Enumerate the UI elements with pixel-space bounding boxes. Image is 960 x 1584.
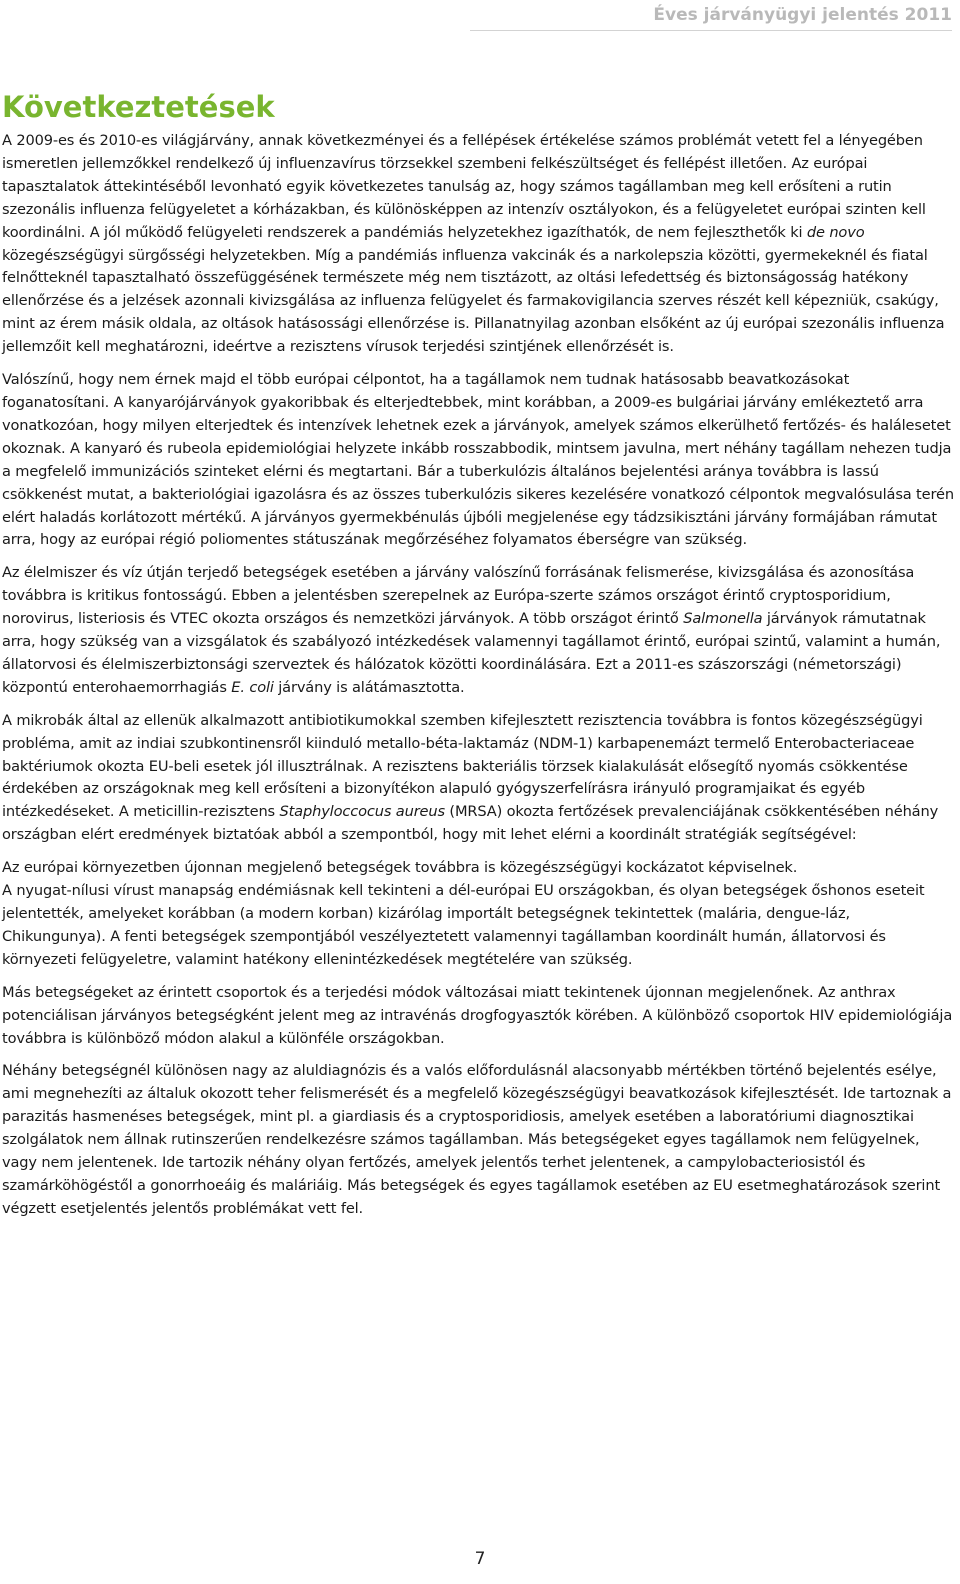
paragraph-text: Az élelmiszer és víz útján terjedő betegségek esetében a járvány valószínű forrásának felismerése, kivizsgálása és azonosítása továbbra is kritikus fontosságú. Ebben a jelentésben szerepelnek az Európa-szerte számos országot érintő cryptosporidium, norovirus, listeriosis és VTEC okozta országos és nemzetközi járványok. A több országot érintő [2, 564, 915, 628]
page-number: 7 [474, 1549, 486, 1569]
paragraph-antimicrobial [2, 710, 958, 847]
paragraph-text: A mikrobák által az ellenük alkalmazott antibiotikumokkal szemben kifejlesztett rezisztencia továbbra is fontos közegészségügyi probléma, amit az indiai szubkontinensről kiinduló metallo-béta-laktamáz (NDM-1) karbapenemázt termelő Enterobacteriaceae baktériumok okozta EU-beli esetek jól illusztrálnak. A rezisztens bakteriális törzsek kialakulását elősegítő nyomás csökkentése érdekében az országoknak meg kell erősíteni a bizonyítékon alapuló gyógyszerfelírásra irányuló programjaikat és egyéb intézkedéseket. A meticillin-rezisztens [2, 711, 923, 821]
italic-term: Staphyloccocus aureus [279, 803, 445, 821]
paragraph-other-diseases [2, 982, 958, 1051]
paragraph-emerging [2, 880, 958, 972]
paragraph-text: A 2009-es és 2010-es világjárvány, annak következményei és a fellépések értékelése számos problémát vetett fel a lényegében ismeretlen jellemzőkkel rendelkező új influenzavírus törzsekkel szembeni felkészültséget és fellépést illetően. Az európai tapasztalatok áttekintéséből levonható egyik következetes tanulság az, hogy számos tagállamban meg kell erősíteni a rutin szezonális influenza felügyeletet a kórházakban, és különösképpen az intenzív osztályokon, és a felügyeletet európai szinten kell koordinálni. A jól működő felügyeleti rendszerek a pandémiás helyzetekhez igazíthatók, de nem fejleszthetők ki [2, 132, 926, 241]
italic-term: Salmonella [683, 610, 763, 628]
section-title: Következtetések [2, 90, 275, 124]
paragraph-emerging-intro [2, 857, 958, 880]
paragraph-text: (MRSA) okozta fertőzések prevalenciájának csökkentésében néhány országban elért eredmények biztatóak abból a szempontból, hogy mit lehet elérni a koordinált stratégiák segítségével: [2, 803, 939, 844]
italic-term: E. coli [231, 678, 274, 696]
paragraph-text: járvány is alátámasztotta. [273, 678, 465, 696]
paragraph-underdiagnosis [2, 1060, 958, 1220]
paragraph-text: Más betegségeket az érintett csoportok és a terjedési módok változásai miatt tekintenek újonnan megjelenőnek. Az anthrax potenciálisan járványos betegségként jelent meg az intravénás drogfogyasztók körében. A különböző csoportok HIV epidemiológiája továbbra is különböző módon alakul a különféle országokban. [2, 983, 953, 1047]
running-header: Éves járványügyi jelentés 2011 [653, 5, 952, 25]
paragraph-text: Az európai környezetben újonnan megjelenő betegségek továbbra is közegészségügyi kockázatot képviselnek. [2, 859, 798, 877]
paragraph-vaccine-preventable [2, 369, 958, 552]
paragraph-text: Néhány betegségnél különösen nagy az aluldiagnózis és a valós előfordulásnál alacsonyabb mértékben történő bejelentés esélye, ami megnehezíti az általuk okozott teher felismerését és a megfelelő közegészségügyi beavatkozások kifejlesztését. Ide tartoznak a parazitás hasmenéses betegségek, mint pl. a giardiasis és a cryptosporidiosis, amelyek esetében a laboratóriumi diagnosztikai szolgálatok nem állnak rutinszerűen rendelkezésre számos tagállamban. Más betegségeket egyes tagállamok nem felügyelnek, vagy nem jelentenek. Ide tartozik néhány olyan fertőzés, amelyek jelentős terhet jelentenek, a campylobacteriosistól és szamárköhögéstől a gonorrhoeáig és maláriáig. Más betegségek és egyes tagállamok esetében az EU esetmeghatározások szerint végzett esetjelentés jelentős problémákat vett fel. [2, 1062, 952, 1217]
header-rule [470, 30, 952, 31]
body-text [2, 130, 958, 1231]
paragraph-influenza [2, 130, 958, 359]
paragraph-text: A nyugat-nílusi vírust manapság endémiásnak kell tekinteni a dél-európai EU országokban, és olyan betegségek őshonos eseteit jelentették, amelyeket korábban (a modern korban) kizárólag importált betegségnek tekintettek (malária, dengue-láz, Chikungunya). A fenti betegségek szempontjából veszélyeztetett valamennyi tagállamban koordinált humán, állatorvosi és környezeti felügyeletre, valamint hatékony ellenintézkedések megtételére van szükség. [2, 882, 925, 968]
paragraph-text: Valószínű, hogy nem érnek majd el több európai célpontot, ha a tagállamok nem tudnak hatásosabb beavatkozásokat foganatosítani. A kanyarójárványok gyakoribbak és elterjedtebbek, mint korábban, a 2009-es bulgáriai járvány emlékeztető arra vonatkozóan, hogy milyen elterjedtek és intenzívek lehetnek ezek a járványok, amelyek számos elkerülhető fertőzés- és halálesetet okoznak. A kanyaró és rubeola epidemiológiai helyzete inkább rosszabbodik, mintsem javulna, mert néhány tagállam nehezen tudja a megfelelő immunizációs szinteket elérni és megtartani. Bár a tuberkulózis általános bejelentési aránya továbbra is lassú csökkenést mutat, a bakteriológiai igazolásra és az összes tuberkulózis sikeres kezelésére vonatkozó célpontok megvalósulása terén elért haladás korlátozott mértékű. A járványos gyermekbénulás újbóli megjelenése egy tádzsikisztáni járvány formájában rámutat arra, hogy az európai régió poliomentes státuszának megőrzéséhez folyamatos éberségre van szükség. [2, 371, 954, 549]
paragraph-food-water [2, 562, 958, 699]
italic-term: de novo [806, 223, 865, 241]
paragraph-text: járványok rámutatnak arra, hogy szükség van a vizsgálatok és szabályozó intézkedések valamennyi tagállamot érintő, európai szintű, valamint a humán, állatorvosi és élelmiszerbiztonsági szerveztek és hálózatok közötti koordinálására. Ezt a 2011-es szászországi (németországi) központú enterohaemorrhagiás [2, 610, 941, 696]
paragraph-text: közegészségügyi sürgősségi helyzetekben. Míg a pandémiás influenza vakcinák és a narkolepszia közötti, gyermekeknél és fiatal felnőtteknél tapasztalható összefüggésének természete még nem tisztázott, az oltási lefedettség és biztonságosság hatékony ellenőrzése és a jelzések azonnali kivizsgálása az influenza felügyelet és farmakovigilancia szerves részét kell képezniük, csakúgy, mint az érem másik oldala, az oltások hatásossági ellenőrzése is. Pillanatnyilag azonban elsőként az új európai szezonális influenza jellemzőit kell meghatározni, ideértve a rezisztens vírusok terjedési szintjének ellenőrzését is. [2, 246, 945, 356]
